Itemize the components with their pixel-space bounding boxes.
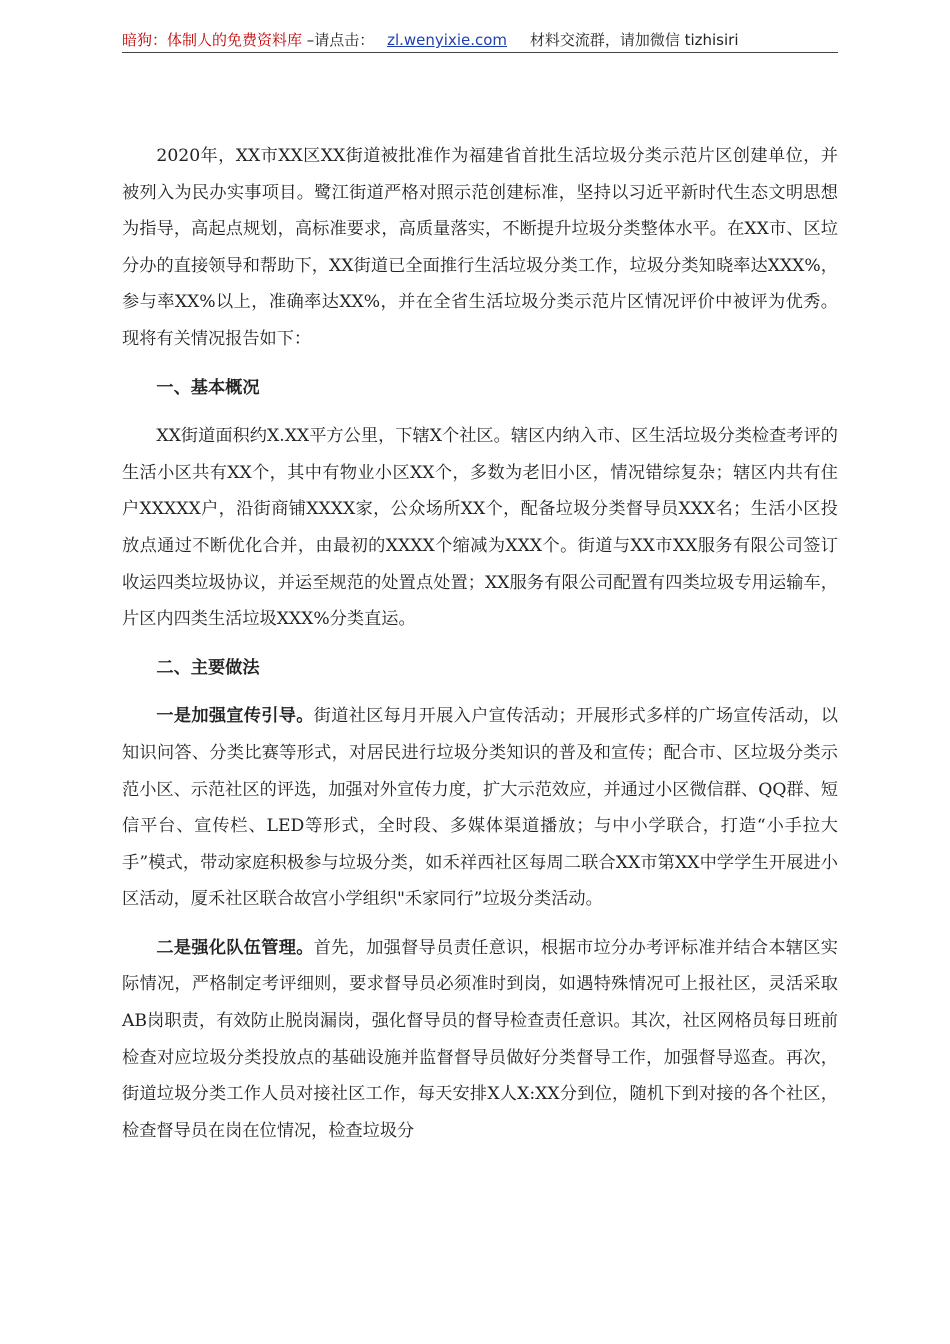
intro-paragraph: 2020年，XX市XX区XX街道被批准作为福建省首批生活垃圾分类示范片区创建单位，并被列入为民办实事项目。鹭江街道严格对照示范创建标准，坚持以习近平新时代生态文明思想为指导，高起点规划，高标准要求，高质量落实，不断提升垃圾分类整体水平。在XX市、区垃分办的直接领导和帮助下，XX街道已全面推行生活垃圾分类工作，垃圾分类知晓率达XXX%，参与率XX%以上，准确率达XX%，并在全省生活垃圾分类示范片区情况评价中被评为优秀。现将有关情况报告如下：: [122, 146, 838, 349]
practice-item-publicity-lead: 一是加强宣传引导。: [156, 706, 314, 727]
section-heading-practices: 二、主要做法: [156, 657, 260, 678]
header-wechat-text: 材料交流群，请加微信 tizhisiri: [529, 31, 739, 49]
header-link[interactable]: zl.wenyixie.com: [387, 31, 508, 49]
header-divider: [122, 52, 838, 53]
document-body: [122, 138, 838, 1149]
practice-item-team: [122, 930, 838, 1150]
header-brand: 暗狗：体制人的免费资料库: [122, 31, 303, 49]
section-heading-overview: 一、基本概况: [156, 377, 260, 398]
practice-item-publicity: [122, 698, 838, 918]
watermark-header: [122, 30, 838, 50]
header-click-text: –请点击：: [306, 31, 375, 49]
practice-item-team-lead: 二是强化队伍管理。: [156, 937, 314, 958]
overview-paragraph: XX街道面积约X.XX平方公里，下辖X个社区。辖区内纳入市、区生活垃圾分类检查考评的生活小区共有XX个，其中有物业小区XX个，多数为老旧小区，情况错综复杂；辖区内共有住户XXXXX户，沿街商铺XXXX家，公众场所XX个，配备垃圾分类督导员XXX名；生活小区投放点通过不断优化合并，由最初的XXXX个缩减为XXX个。街道与XX市XX服务有限公司签订收运四类垃圾协议，并运至规范的处置点处置；XX服务有限公司配置有四类垃圾专用运输车，片区内四类生活垃圾XXX%分类直运。: [122, 426, 838, 630]
practice-item-publicity-body: 街道社区每月开展入户宣传活动；开展形式多样的广场宣传活动，以知识问答、分类比赛等形式，对居民进行垃圾分类知识的普及和宣传；配合市、区垃圾分类示范小区、示范社区的评选，加强对外宣传力度，扩大示范效应，并通过小区微信群、QQ群、短信平台、宣传栏、LED等形式，全时段、多媒体渠道播放；与中小学联合，打造“小手拉大手”模式，带动家庭积极参与垃圾分类，如禾祥西社区每周二联合XX市第XX中学学生开展进小区活动，厦禾社区联合故宫小学组织"禾家同行”垃圾分类活动。: [122, 706, 838, 910]
practice-item-team-body: 首先，加强督导员责任意识，根据市垃分办考评标准并结合本辖区实际情况，严格制定考评细则，要求督导员必须准时到岗，如遇特殊情况可上报社区，灵活采取AB岗职责，有效防止脱岗漏岗，强化督导员的督导检查责任意识。其次，社区网格员每日班前检查对应垃圾分类投放点的基础设施并监督督导员做好分类督导工作，加强督导巡查。再次，街道垃圾分类工作人员对接社区工作，每天安排X人X:XX分到位，随机下到对接的各个社区，检查督导员在岗在位情况，检查垃圾分: [122, 937, 838, 1141]
